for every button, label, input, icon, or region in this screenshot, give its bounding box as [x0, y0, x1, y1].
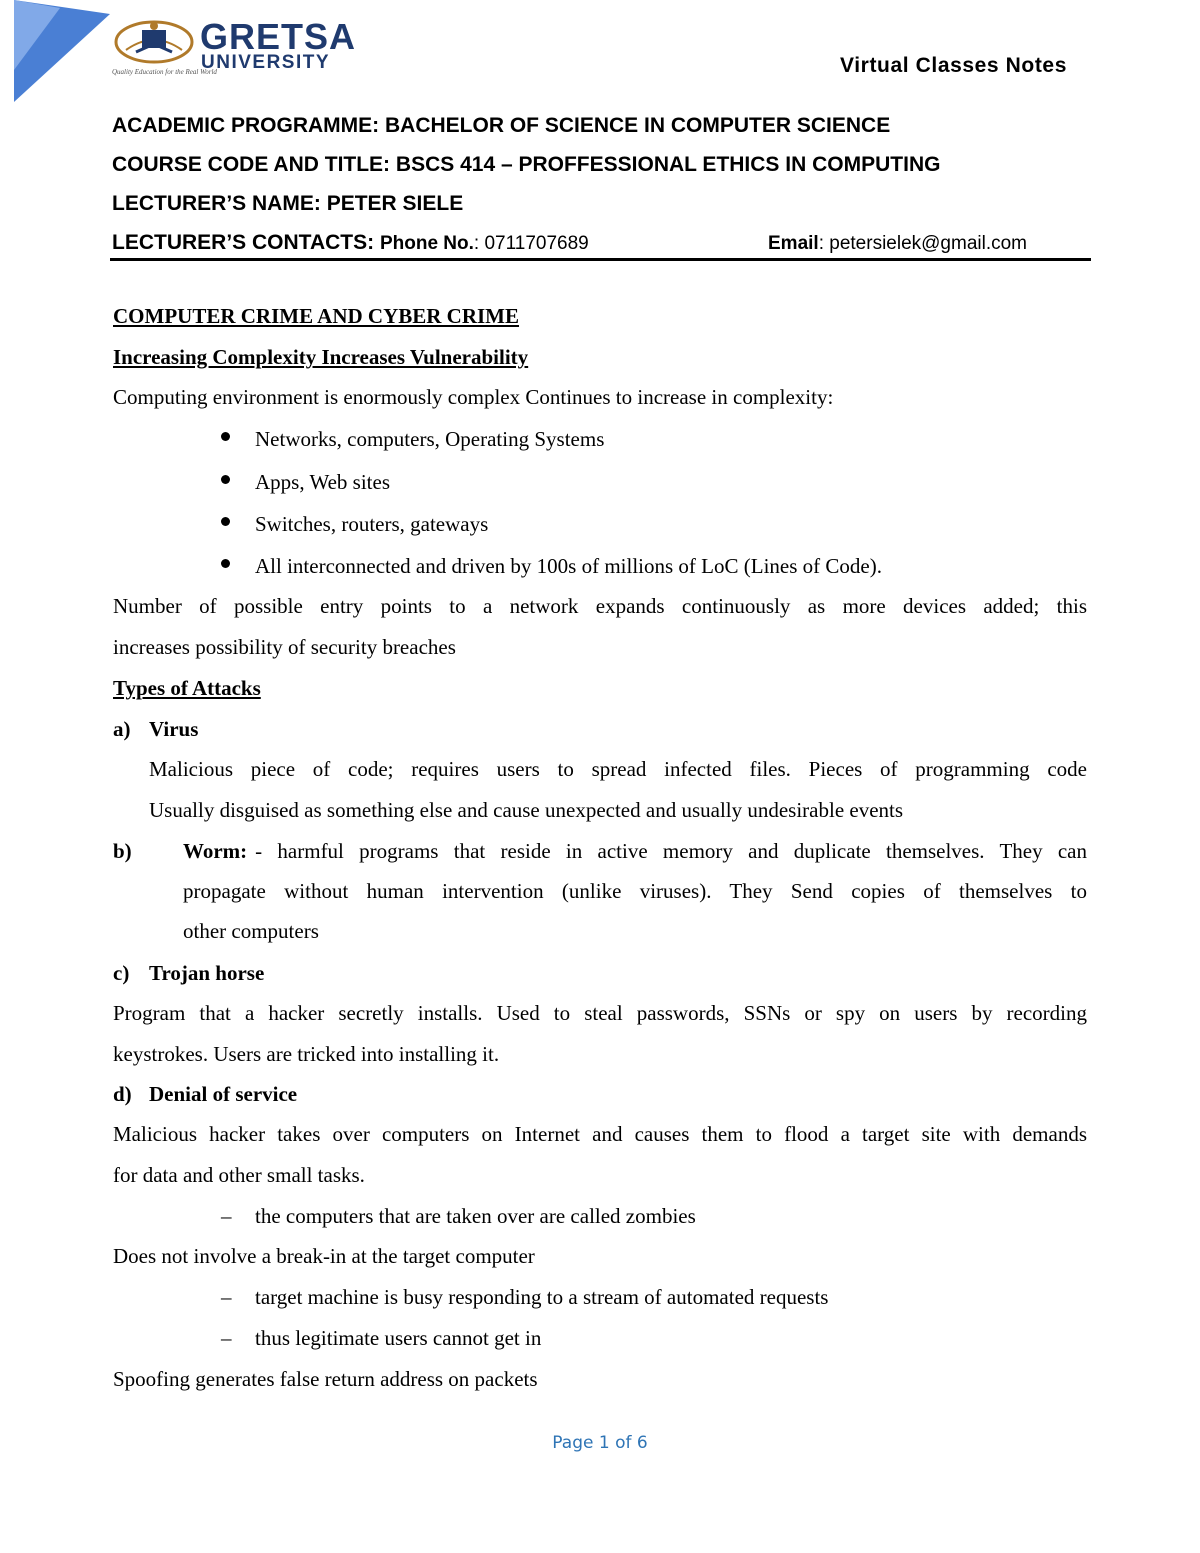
- lecturer-value: PETER SIELE: [326, 192, 464, 215]
- lecturer-line: [112, 192, 463, 216]
- university-logo-icon: [112, 16, 196, 68]
- contacts-line: [112, 231, 589, 255]
- dos-heading: Denial of service: [149, 1082, 298, 1106]
- course-value: BSCS 414 – PROFFESSIONAL ETHICS IN COMPUTING: [395, 153, 941, 176]
- dos-line2: for data and other small tasks.: [113, 1163, 365, 1187]
- page-number: Page 1 of 6: [552, 1433, 648, 1453]
- worm-line3: other computers: [183, 919, 319, 943]
- course-label: COURSE CODE AND TITLE:: [112, 153, 391, 176]
- bullet-icon: [221, 517, 230, 526]
- list-item: All interconnected and driven by 100s of millions of LoC (Lines of Code).: [255, 554, 882, 578]
- email-label: Email: [768, 233, 819, 254]
- item-b-label: b): [113, 839, 132, 863]
- dash-icon: –: [221, 1204, 232, 1228]
- header-divider: [110, 258, 1091, 261]
- list-item: Apps, Web sites: [255, 470, 391, 494]
- list-item: Networks, computers, Operating Systems: [255, 427, 605, 451]
- logo-motto: Quality Education for the Real World: [112, 68, 217, 76]
- virus-heading: Virus: [149, 717, 199, 741]
- dos-dash-item: the computers that are taken over are called zombies: [255, 1204, 696, 1228]
- running-head: Virtual Classes Notes: [840, 54, 1067, 77]
- section-title: COMPUTER CRIME AND CYBER CRIME: [113, 304, 520, 328]
- list-item: Switches, routers, gateways: [255, 512, 489, 536]
- trojan-line1: Program that a hacker secretly installs. Used to steal passwords, SSNs or spy on users by recording: [113, 1001, 1087, 1025]
- worm-line1: [183, 839, 1087, 863]
- bullet-icon: [221, 432, 230, 441]
- bullet-icon: [221, 559, 230, 568]
- subheading-attacks: Types of Attacks: [113, 676, 261, 700]
- trojan-heading: Trojan horse: [149, 961, 265, 985]
- email-value[interactable]: : petersielek@gmail.com: [818, 233, 1028, 254]
- item-d-label: d): [113, 1082, 132, 1106]
- contacts-label: LECTURER’S CONTACTS:: [112, 231, 375, 254]
- lecturer-label: LECTURER’S NAME:: [112, 192, 321, 215]
- worm-line1-text: - harmful programs that reside in active memory and duplicate themselves. They can: [255, 839, 1087, 863]
- email-line: [768, 233, 1027, 255]
- phone-value[interactable]: : 0711707689: [473, 233, 589, 254]
- dash-icon: –: [221, 1326, 232, 1350]
- dos-dash-item: thus legitimate users cannot get in: [255, 1326, 542, 1350]
- item-a-label: a): [113, 717, 131, 741]
- item-c-label: c): [113, 961, 130, 985]
- worm-line2: propagate without human intervention (unlike viruses). They Send copies of themselves to: [183, 879, 1087, 903]
- virus-line2: Usually disguised as something else and cause unexpected and usually undesirable events: [149, 798, 904, 822]
- entry-points-line1: Number of possible entry points to a network expands continuously as more devices added; this: [113, 594, 1087, 618]
- dos-line3: Does not involve a break-in at the target computer: [113, 1244, 535, 1268]
- subheading-complexity: Increasing Complexity Increases Vulnerability: [113, 345, 529, 369]
- trojan-line2: keystrokes. Users are tricked into installing it.: [113, 1042, 500, 1066]
- dos-line4: Spoofing generates false return address on packets: [113, 1367, 538, 1391]
- dos-line1: Malicious hacker takes over computers on Internet and causes them to flood a target site with demands: [113, 1122, 1087, 1146]
- programme-value: BACHELOR OF SCIENCE IN COMPUTER SCIENCE: [385, 114, 891, 137]
- worm-heading: Worm:: [183, 839, 248, 863]
- programme-label: ACADEMIC PROGRAMME:: [112, 114, 380, 137]
- programme-line: [112, 114, 890, 138]
- phone-label: Phone No.: [379, 233, 474, 254]
- intro-text: Computing environment is enormously complex Continues to increase in complexity:: [113, 385, 834, 409]
- logo-subtitle: UNIVERSITY: [201, 52, 331, 73]
- course-line: [112, 153, 940, 177]
- virus-line1: Malicious piece of code; requires users to spread infected files. Pieces of programming code: [149, 757, 1087, 781]
- corner-decoration: [0, 0, 120, 110]
- dos-dash-item: target machine is busy responding to a stream of automated requests: [255, 1285, 829, 1309]
- entry-points-line2: increases possibility of security breaches: [113, 635, 456, 659]
- logo-name: GRETSA: [200, 16, 357, 57]
- bullet-icon: [221, 475, 230, 484]
- dash-icon: –: [221, 1285, 232, 1309]
